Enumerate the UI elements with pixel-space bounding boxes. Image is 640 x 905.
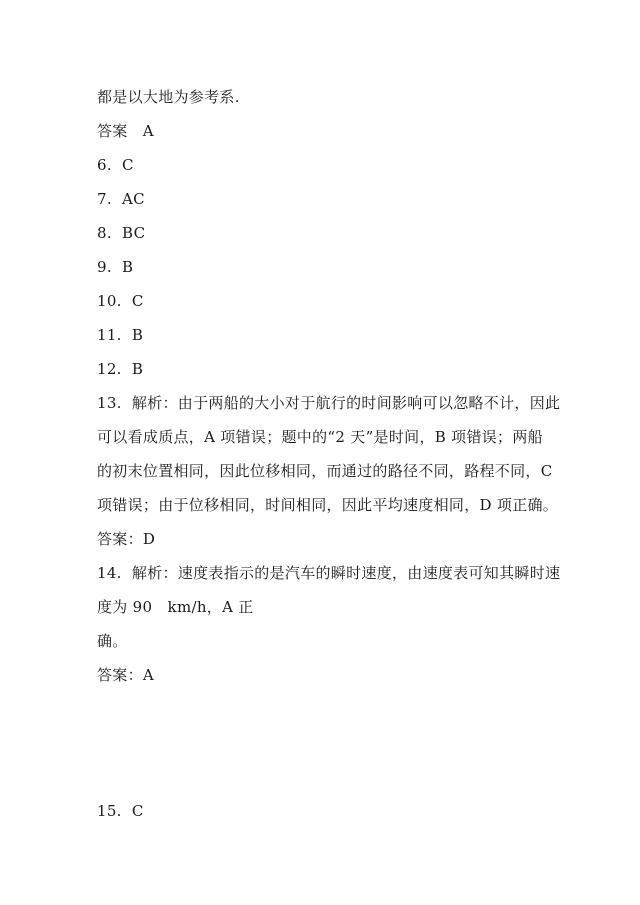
explanation-line: 项错误；由于位移相同，时间相同，因此平均速度相同，D 项正确。 xyxy=(97,496,559,514)
answer-line: 12. B xyxy=(97,360,144,378)
explanation-line: 的初末位置相同，因此位移相同，而通过的路径不同，路程不同，C xyxy=(97,462,553,480)
answer-line: 答案：A xyxy=(97,666,155,684)
explanation-line: 13. 解析：由于两船的大小对于航行的时间影响可以忽略不计，因此 xyxy=(97,394,561,412)
explanation-line: 度为 90 km/h，A 正 xyxy=(97,598,254,616)
answer-line: 8. BC xyxy=(97,224,146,242)
explanation-line: 14. 解析：速度表指示的是汽车的瞬时速度，由速度表可知其瞬时速 xyxy=(97,564,561,582)
text-line: 都是以大地为参考系. xyxy=(97,88,240,106)
answer-line: 10. C xyxy=(97,292,144,310)
explanation-line: 确。 xyxy=(97,632,128,650)
answer-line: 7. AC xyxy=(97,190,145,208)
answer-line: 11. B xyxy=(97,326,144,344)
answer-line: 9. B xyxy=(97,258,134,276)
answer-line: 答案 A xyxy=(97,122,154,140)
answer-line: 15. C xyxy=(97,802,144,820)
explanation-line: 可以看成质点，A 项错误；题中的“2 天”是时间，B 项错误；两船 xyxy=(97,428,543,446)
answer-line: 答案：D xyxy=(97,530,156,548)
answer-line: 6. C xyxy=(97,156,134,174)
